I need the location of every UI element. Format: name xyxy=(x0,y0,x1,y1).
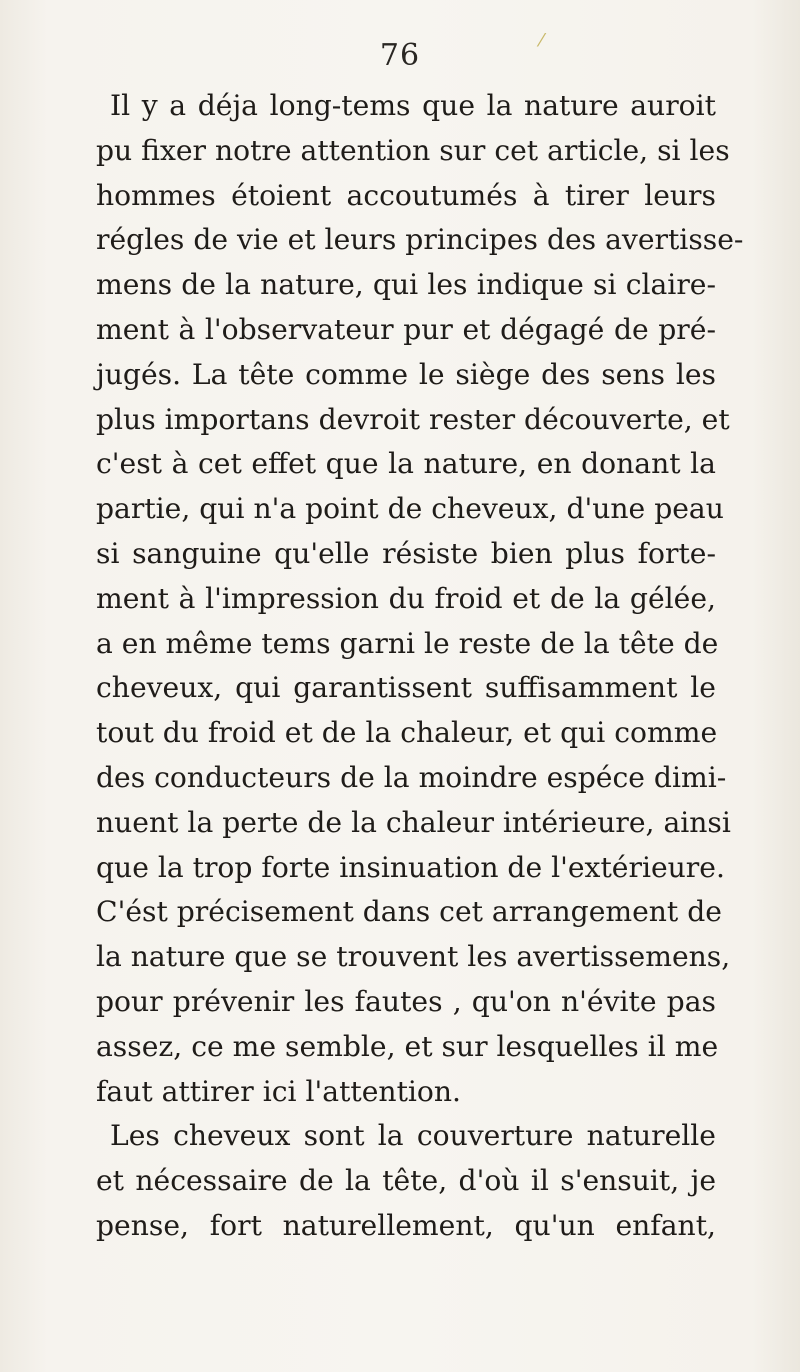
text-line: cheveux, qui garantissent suffisamment le xyxy=(96,671,716,705)
text-line: pu fixer notre attention sur cet article, si les xyxy=(96,133,730,167)
text-line: partie, qui n'a point de cheveux, d'une peau xyxy=(96,492,724,526)
text-line: jugés. La tête comme le siège des sens les xyxy=(96,357,716,391)
page-number: 76 xyxy=(379,38,421,73)
text-line: pense, fort naturellement, qu'un enfant, xyxy=(96,1208,716,1242)
text-line: régles de vie et leurs principes des avertisse- xyxy=(96,223,744,257)
text-line: nuent la perte de la chaleur intérieure, ainsi xyxy=(96,805,731,839)
text-line: la nature que se trouvent les avertissemens, xyxy=(96,940,731,974)
text-line: faut attirer ici l'attention. xyxy=(96,1074,462,1108)
ink-mark: ⁄ xyxy=(540,30,544,51)
text-line: Les cheveux sont la couverture naturelle xyxy=(110,1119,716,1153)
text-line: ment à l'observateur pur et dégagé de pré- xyxy=(96,312,716,346)
text-line: C'ést précisement dans cet arrangement de xyxy=(96,895,722,929)
text-line: et nécessaire de la tête, d'où il s'ensuit, je xyxy=(96,1164,716,1198)
text-line: c'est à cet effet que la nature, en donant la xyxy=(96,447,716,481)
text-line: ment à l'impression du froid et de la gélée, xyxy=(96,581,716,615)
text-line: hommes étoient accoutumés à tirer leurs xyxy=(96,178,716,212)
text-line: des conducteurs de la moindre espéce dimi- xyxy=(96,760,727,794)
text-line: pour prévenir les fautes , qu'on n'évite pas xyxy=(96,984,716,1018)
text-line: mens de la nature, qui les indique si claire- xyxy=(96,268,716,302)
text-line: tout du froid et de la chaleur, et qui comme xyxy=(96,716,718,750)
text-line: a en même tems garni le reste de la tête de xyxy=(96,626,719,660)
text-line: plus importans devroit rester découverte, et xyxy=(96,402,730,436)
body-text xyxy=(96,84,744,1249)
text-line: Il y a déja long-tems que la nature auroit xyxy=(110,89,716,122)
text-line: si sanguine qu'elle résiste bien plus forte- xyxy=(96,536,716,570)
text-line: que la trop forte insinuation de l'extérieure. xyxy=(96,850,725,884)
text-line: assez, ce me semble, et sur lesquelles il me xyxy=(96,1029,719,1063)
